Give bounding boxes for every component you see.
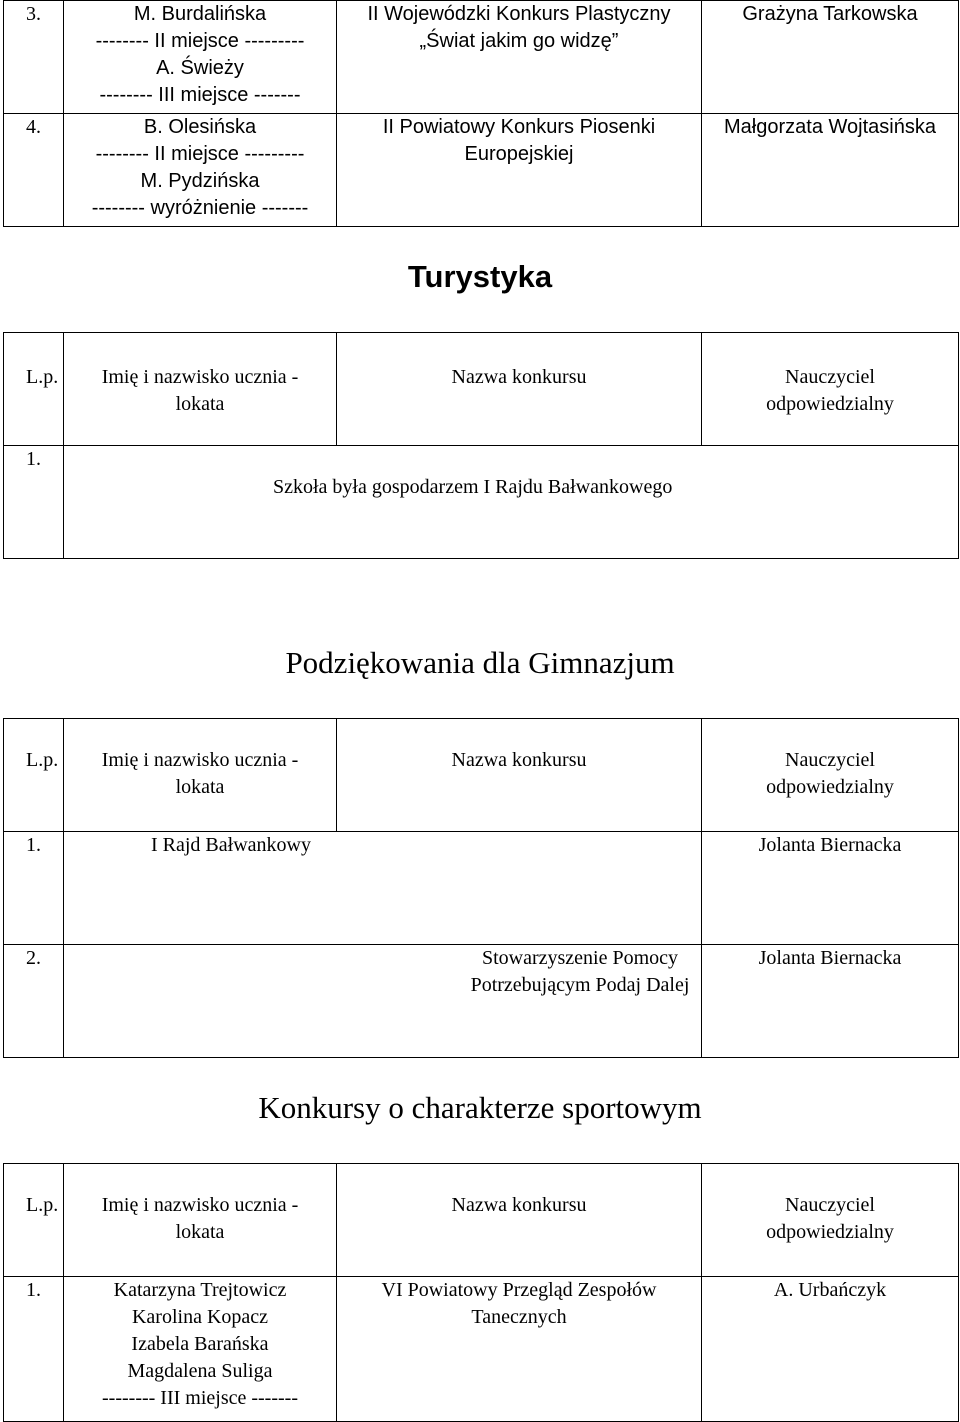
header-teacher xyxy=(702,719,959,832)
contest-line: II Wojewódzki Konkurs Plastyczny xyxy=(367,3,671,25)
student-line: B. Olesińska xyxy=(143,116,257,138)
sport-table xyxy=(3,1163,959,1422)
student-line: -------- II miejsce --------- xyxy=(95,30,305,52)
header-student-line: Imię i nazwisko ucznia - xyxy=(101,366,299,388)
header-lp: L.p. xyxy=(4,719,64,832)
row-number: 1. xyxy=(4,1277,64,1422)
table-header-row xyxy=(4,719,959,832)
header-teacher-line: Nauczyciel xyxy=(785,366,875,388)
section-title-turystyka: Turystyka xyxy=(407,259,553,294)
contest-cell xyxy=(64,945,702,1058)
header-teacher-line: odpowiedzialny xyxy=(766,393,894,415)
teacher-cell: Małgorzata Wojtasińska xyxy=(702,114,959,227)
header-teacher-line: odpowiedzialny xyxy=(766,776,894,798)
table-header-row xyxy=(4,1164,959,1277)
header-student-line: lokata xyxy=(175,393,225,415)
contest-cell xyxy=(337,1,702,114)
table-row xyxy=(4,1,959,114)
table-header-row xyxy=(4,333,959,446)
student-line: -------- wyróżnienie ------- xyxy=(91,197,309,219)
header-teacher-line: odpowiedzialny xyxy=(766,1221,894,1243)
header-student-line: Imię i nazwisko ucznia - xyxy=(101,1194,299,1216)
student-cell xyxy=(64,1277,337,1422)
student-line: -------- III miejsce ------- xyxy=(102,1387,298,1409)
table-row xyxy=(4,446,959,559)
header-student-line: lokata xyxy=(175,1221,225,1243)
awards-table-continued xyxy=(3,0,959,227)
teacher-cell: A. Urbańczyk xyxy=(702,1277,959,1422)
section-title-sport: Konkursy o charakterze sportowym xyxy=(258,1090,702,1125)
table-row xyxy=(4,114,959,227)
contest-line: I Rajd Bałwankowy xyxy=(151,834,311,856)
podziekowania-table xyxy=(3,718,959,1058)
contest-line: „Świat jakim go widzę” xyxy=(419,30,619,52)
info-text: Szkoła była gospodarzem I Rajdu Bałwankowego xyxy=(273,476,673,498)
header-contest: Nazwa konkursu xyxy=(337,333,702,446)
row-number: 4. xyxy=(4,114,64,227)
header-student xyxy=(64,333,337,446)
contest-line: II Powiatowy Konkurs Piosenki xyxy=(382,116,656,138)
student-line: -------- II miejsce --------- xyxy=(95,143,305,165)
student-line: M. Pydzińska xyxy=(140,170,260,192)
contest-line: Stowarzyszenie Pomocy xyxy=(481,947,679,969)
table-row xyxy=(4,1277,959,1422)
contest-line: VI Powiatowy Przegląd Zespołów xyxy=(381,1279,657,1301)
contest-cell xyxy=(64,832,702,945)
contest-line: Tanecznych xyxy=(471,1306,567,1328)
student-line: Izabela Barańska xyxy=(131,1333,269,1355)
row-number: 1. xyxy=(4,446,64,559)
contest-line: Europejskiej xyxy=(464,143,574,165)
header-teacher-line: Nauczyciel xyxy=(785,1194,875,1216)
contest-line: Potrzebującym Podaj Dalej xyxy=(470,974,690,996)
header-student xyxy=(64,719,337,832)
student-line: A. Świeży xyxy=(156,57,244,79)
table-row xyxy=(4,832,959,945)
student-line: -------- III miejsce ------- xyxy=(99,84,301,106)
student-line: Karolina Kopacz xyxy=(131,1306,269,1328)
header-teacher-line: Nauczyciel xyxy=(785,749,875,771)
header-contest: Nazwa konkursu xyxy=(337,1164,702,1277)
student-line: M. Burdalińska xyxy=(133,3,267,25)
student-cell xyxy=(64,1,337,114)
teacher-cell: Jolanta Biernacka xyxy=(702,945,959,1058)
header-student-line: lokata xyxy=(175,776,225,798)
header-contest: Nazwa konkursu xyxy=(337,719,702,832)
header-teacher xyxy=(702,333,959,446)
header-lp: L.p. xyxy=(4,1164,64,1277)
header-lp: L.p. xyxy=(4,333,64,446)
section-title-podziekowania: Podziękowania dla Gimnazjum xyxy=(285,645,675,680)
student-cell xyxy=(64,114,337,227)
student-line: Magdalena Suliga xyxy=(127,1360,273,1382)
merged-info-cell xyxy=(64,446,959,559)
header-student-line: Imię i nazwisko ucznia - xyxy=(101,749,299,771)
contest-cell xyxy=(337,114,702,227)
row-number: 3. xyxy=(4,1,64,114)
header-teacher xyxy=(702,1164,959,1277)
turystyka-table xyxy=(3,332,959,559)
teacher-cell: Jolanta Biernacka xyxy=(702,832,959,945)
table-row xyxy=(4,945,959,1058)
student-line: Katarzyna Trejtowicz xyxy=(113,1279,287,1301)
row-number: 1. xyxy=(4,832,64,945)
contest-cell xyxy=(337,1277,702,1422)
teacher-cell: Grażyna Tarkowska xyxy=(702,1,959,114)
row-number: 2. xyxy=(4,945,64,1058)
header-student xyxy=(64,1164,337,1277)
